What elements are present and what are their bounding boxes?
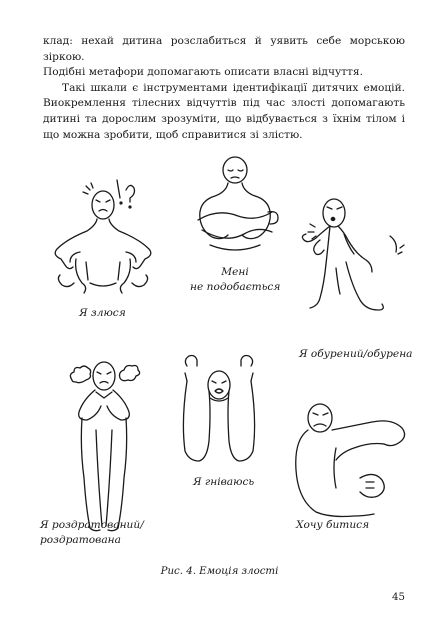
page-number: 45 <box>392 592 405 603</box>
figure-caption: Рис. 4. Емоція злості <box>160 566 279 577</box>
text-line-1: клад: нехай дитина розслабиться й уявить себе морською зіркою. <box>43 35 405 63</box>
figure-want-to-fight <box>296 404 405 517</box>
tear-splash-icon <box>308 224 316 239</box>
caption-irritated-line1: Я роздратований/ <box>40 519 144 531</box>
caption-dislike <box>190 265 280 295</box>
figure-offended <box>302 199 404 310</box>
caption-dislike-line1: Мені <box>221 266 249 278</box>
caption-irritated <box>40 518 144 548</box>
caption-furious: Я гніваюсь <box>193 476 255 488</box>
caption-angry: Я злюся <box>79 307 126 319</box>
caption-irritated-line2: роздратована <box>40 534 121 546</box>
paragraph-2: Такі шкали є інструментами ідентифікації дитячих емоцій. Виокремлення тілесних відчуттів під час злості допомагають дитині та дорослим зрозуміти, що відбувається з їхнім тілом і що можна зробити, щоб справитися зі злістю. <box>43 81 405 141</box>
text-line-2: Подібні метафори допомагають описати власні відчуття. <box>43 66 363 79</box>
exclamation-marks-icon <box>83 180 135 209</box>
figure-irritated <box>79 362 130 531</box>
figure-furious <box>183 356 254 462</box>
figure-dislike <box>198 157 278 250</box>
figure-angry <box>55 191 151 293</box>
steam-puffs-icon <box>70 366 139 383</box>
caption-want-to-fight: Хочу битися <box>296 519 370 531</box>
caption-dislike-line2: не подобається <box>190 281 281 293</box>
caption-offended: Я обурений/обурена <box>299 348 413 360</box>
